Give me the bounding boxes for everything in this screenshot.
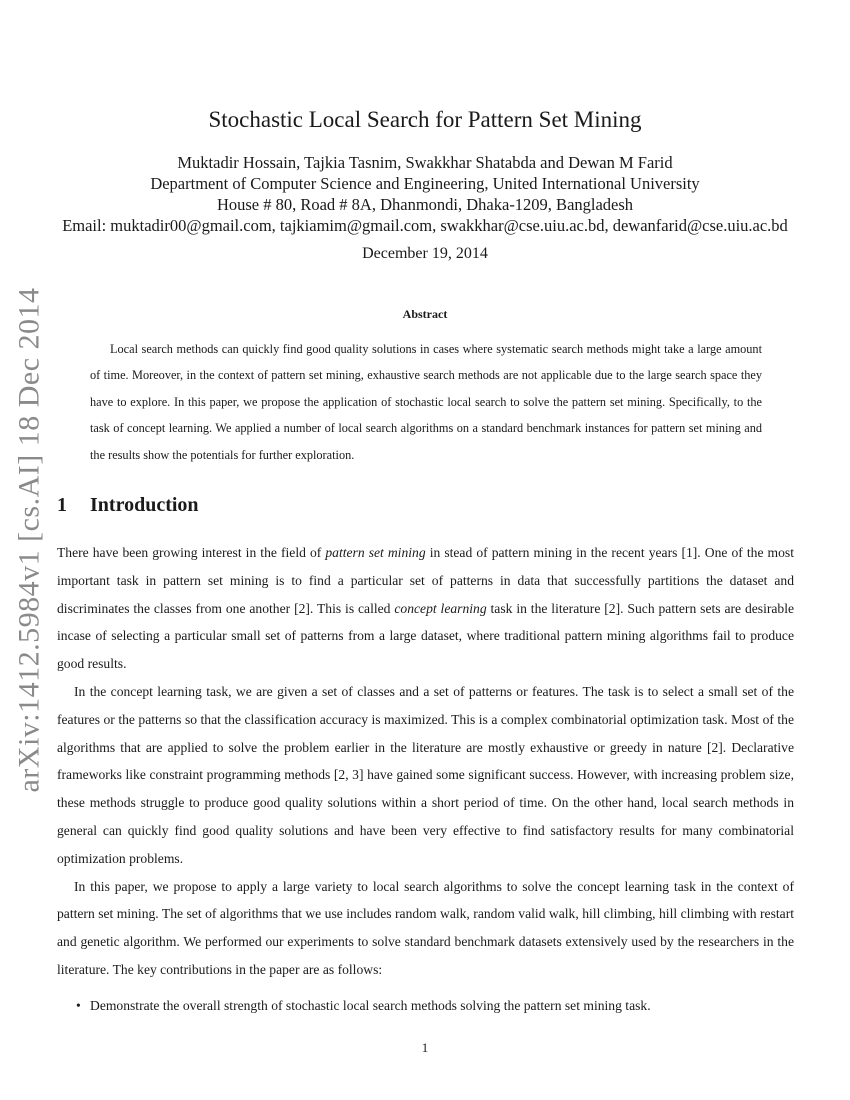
page-number: 1 [421, 1040, 429, 1055]
paragraph-1 [57, 539, 794, 678]
list-item [57, 992, 794, 1020]
author-names: Muktadir Hossain, Tajkia Tasnim, Swakkhar Shatabda and Dewan M Farid [177, 153, 673, 172]
section-heading-introduction [57, 494, 199, 517]
author-address: House # 80, Road # 8A, Dhanmondi, Dhaka-1209, Bangladesh [216, 195, 634, 214]
abstract-heading: Abstract [402, 307, 448, 321]
introduction-body [57, 539, 794, 984]
contributions-list [57, 992, 794, 1020]
section-title: Introduction [90, 494, 199, 516]
paragraph-1-text-a: There have been growing interest in the field of [57, 545, 326, 560]
term-concept-learning: concept learning [394, 600, 487, 616]
abstract-text: Local search methods can quickly find good quality solutions in cases where systematic search methods might take a large amount of time. Moreover, in the context of pattern set mining, exhaustive search methods are not applicable due to the large search space they have to explore. In this paper, we propose the application of stochastic local search to solve the pattern set mining. Specifically, to the task of concept learning. We applied a number of local search algorithms on a standard benchmark instances for pattern set mining and the results show the potentials for further exploration. [90, 342, 762, 462]
author-block [0, 152, 850, 236]
paragraph-1-text-b: in stead of pattern mining in the recent years [1]. One of the most important task in pattern set mining is to find a particular set of patterns in data that successfully partitions the dataset and discriminates the classes from one another [2]. This is called [57, 545, 794, 616]
section-number: 1 [57, 494, 67, 516]
arxiv-identifier: arXiv:1412.5984v1 [cs.AI] 18 Dec 2014 [13, 287, 46, 793]
paper-title: Stochastic Local Search for Pattern Set Mining [208, 107, 642, 132]
bullet-marker: • [76, 998, 81, 1013]
author-affiliation: Department of Computer Science and Engineering, United International University [150, 174, 700, 193]
paragraph-3: In this paper, we propose to apply a large variety to local search algorithms to solve the concept learning task in the context of pattern set mining. The set of algorithms that we use includes random walk, random valid walk, hill climbing, hill climbing with restart and genetic algorithm. We performed our experiments to solve standard benchmark datasets extensively used by the researchers in the literature. The key contributions in the paper are as follows: [57, 878, 794, 977]
term-pattern-set-mining: pattern set mining [325, 545, 426, 560]
list-item-text: Demonstrate the overall strength of stochastic local search methods solving the pattern set mining task. [90, 998, 651, 1013]
paragraph-2: In the concept learning task, we are given a set of classes and a set of patterns or features. The task is to select a small set of the features or the patterns so that the classification accuracy is maximized. This is a complex combinatorial optimization task. Most of the algorithms that are applied to solve the problem earlier in the literature are mostly exhaustive or greedy in nature [2]. Declarative frameworks like constraint programming methods [2, 3] have gained some significant success. However, with increasing problem size, these methods struggle to produce good quality solutions within a short period of time. On the other hand, local search methods in general can quickly find good quality solutions and have been very effective to find satisfactory results for many combinatorial optimization problems. [57, 683, 794, 866]
paragraph-1-text-c: task in the literature [2]. Such pattern sets are desirable incase of selecting a particular small set of patterns from a large dataset, where traditional pattern mining algorithms fail to produce good results. [57, 600, 795, 672]
author-emails: Email: muktadir00@gmail.com, tajkiamim@gmail.com, swakkhar@cse.uiu.ac.bd, dewanfarid@cse.uiu.ac.bd [62, 216, 788, 235]
arxiv-sidebar-stamp [0, 287, 60, 793]
paper-date: December 19, 2014 [362, 245, 488, 262]
